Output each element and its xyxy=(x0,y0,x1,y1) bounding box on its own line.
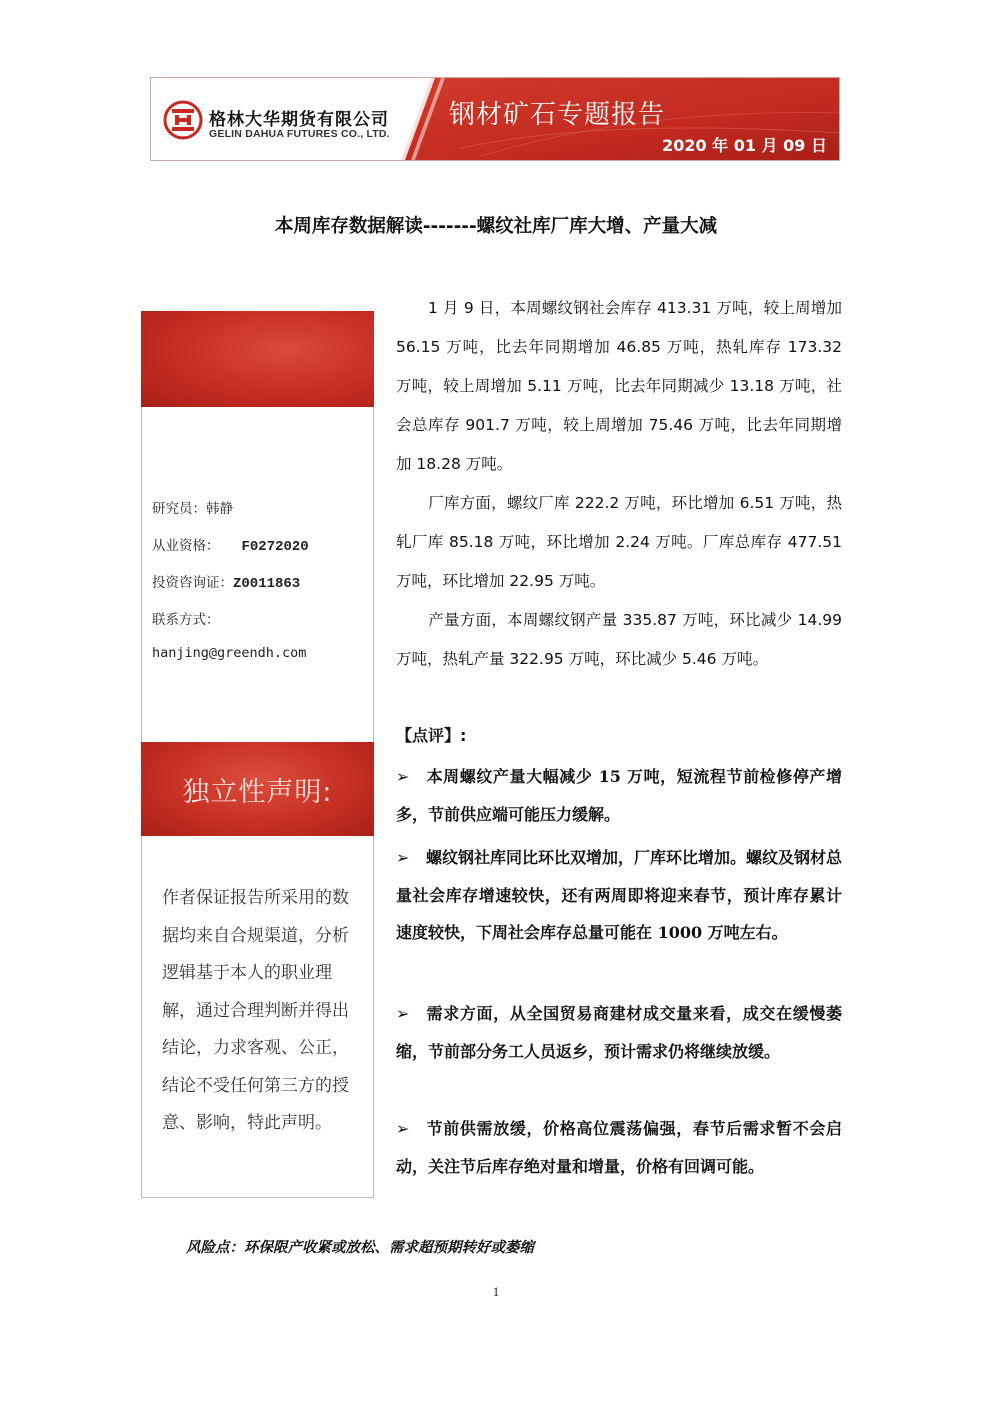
qualification-label: 从业资格： xyxy=(152,538,220,554)
sidebar-red-block xyxy=(141,311,374,407)
arrow-bullet-icon: ➢ xyxy=(396,1119,410,1138)
declaration-header xyxy=(141,742,374,836)
declaration-title: 独立性声明: xyxy=(182,777,333,808)
page-title: 本周库存数据解读-------螺纹社库厂库大增、产量大减 xyxy=(274,216,718,237)
arrow-bullet-icon: ➢ xyxy=(396,1004,410,1023)
qualification-value: F0272020 xyxy=(241,539,309,555)
consult-value: Z0011863 xyxy=(233,576,301,592)
inventory-paragraph xyxy=(396,289,842,484)
paragraph-2-text: 厂库方面，螺纹厂库 222.2 万吨，环比增加 6.51 万吨，热轧厂库 85.18 万吨，环比增加 2.24 万吨。厂库总库存 477.51 万吨，环比增加 22.95 万吨。 xyxy=(396,494,842,590)
declaration-box xyxy=(141,836,374,1198)
declaration-text: 作者保证报告所采用的数据均来自合规渠道，分析逻辑基于本人的职业理解，通过合理判断并得出结论，力求客观、公正，结论不受任何第三方的授意、影响，特此声明。 xyxy=(162,888,349,1133)
bullet-text: 本周螺纹产量大幅减少 15 万吨，短流程节前检修停产增多，节前供应端可能压力缓解。 xyxy=(396,767,842,824)
researcher-name: 韩静 xyxy=(206,501,233,517)
arrow-bullet-icon: ➢ xyxy=(396,767,410,786)
bullet-text: 节前供需放缓，价格高位震荡偏强，春节后需求暂不会启动，关注节后库存绝对量和增量，价格有回调可能。 xyxy=(396,1119,842,1176)
consult-label: 投资咨询证： xyxy=(152,575,233,591)
arrow-bullet-icon: ➢ xyxy=(396,848,410,867)
consult-line xyxy=(152,571,300,592)
comment-heading: 【点评】: xyxy=(396,726,467,745)
researcher-line xyxy=(152,497,233,517)
comment-bullet xyxy=(396,758,842,833)
report-header-banner xyxy=(150,77,840,161)
paragraph-1-text: 1 月 9 日，本周螺纹钢社会库存 413.31 万吨，较上周增加 56.15 万吨，比去年同期增加 46.85 万吨，热轧库存 173.32 万吨，较上周增加 5.11 万吨，比去年同期减少 13.18 万吨，社会总库存 901.7 万吨，较上周增加 75.46 万吨，比去年同期增加 18.28 万吨。 xyxy=(396,299,842,473)
researcher-label: 研究员： xyxy=(152,501,206,517)
bullet-text: 螺纹钢社库同比环比双增加，厂库环比增加。螺纹及钢材总量社会库存增速较快，还有两周即将迎来春节，预计库存累计速度较快，下周社会库存总量可能在 1000 万吨左右。 xyxy=(396,848,843,942)
company-name-en: GELIN DAHUA FUTURES CO., LTD. xyxy=(209,128,390,140)
comment-bullet xyxy=(396,839,842,952)
report-date: 2020 年 01 月 09 日 xyxy=(662,136,827,155)
comment-bullet xyxy=(396,1110,842,1185)
company-logo-icon xyxy=(163,100,203,140)
factory-inventory-paragraph xyxy=(396,484,842,601)
comment-bullet xyxy=(396,995,842,1070)
risk-note: 风险点：环保限产收紧或放松、需求超预期转好或萎缩 xyxy=(186,1239,534,1256)
company-logo-area xyxy=(151,78,441,160)
paragraph-3-text: 产量方面，本周螺纹钢产量 335.87 万吨，环比减少 14.99 万吨，热轧产量 322.95 万吨，环比减少 5.46 万吨。 xyxy=(396,611,842,668)
contact-email[interactable]: hanjing@greendh.com xyxy=(152,645,307,661)
contact-label: 联系方式： xyxy=(152,612,220,628)
bullet-text: 需求方面，从全国贸易商建材成交量来看，成交在缓慢萎缩，节前部分务工人员返乡，预计需求仍将继续放缓。 xyxy=(396,1004,842,1061)
qualification-line xyxy=(152,534,309,555)
report-type-title: 钢材矿石专题报告 xyxy=(449,100,666,130)
page-number: 1 xyxy=(492,1284,500,1299)
company-name-cn: 格林大华期货有限公司 xyxy=(209,110,389,130)
production-paragraph xyxy=(396,601,842,679)
